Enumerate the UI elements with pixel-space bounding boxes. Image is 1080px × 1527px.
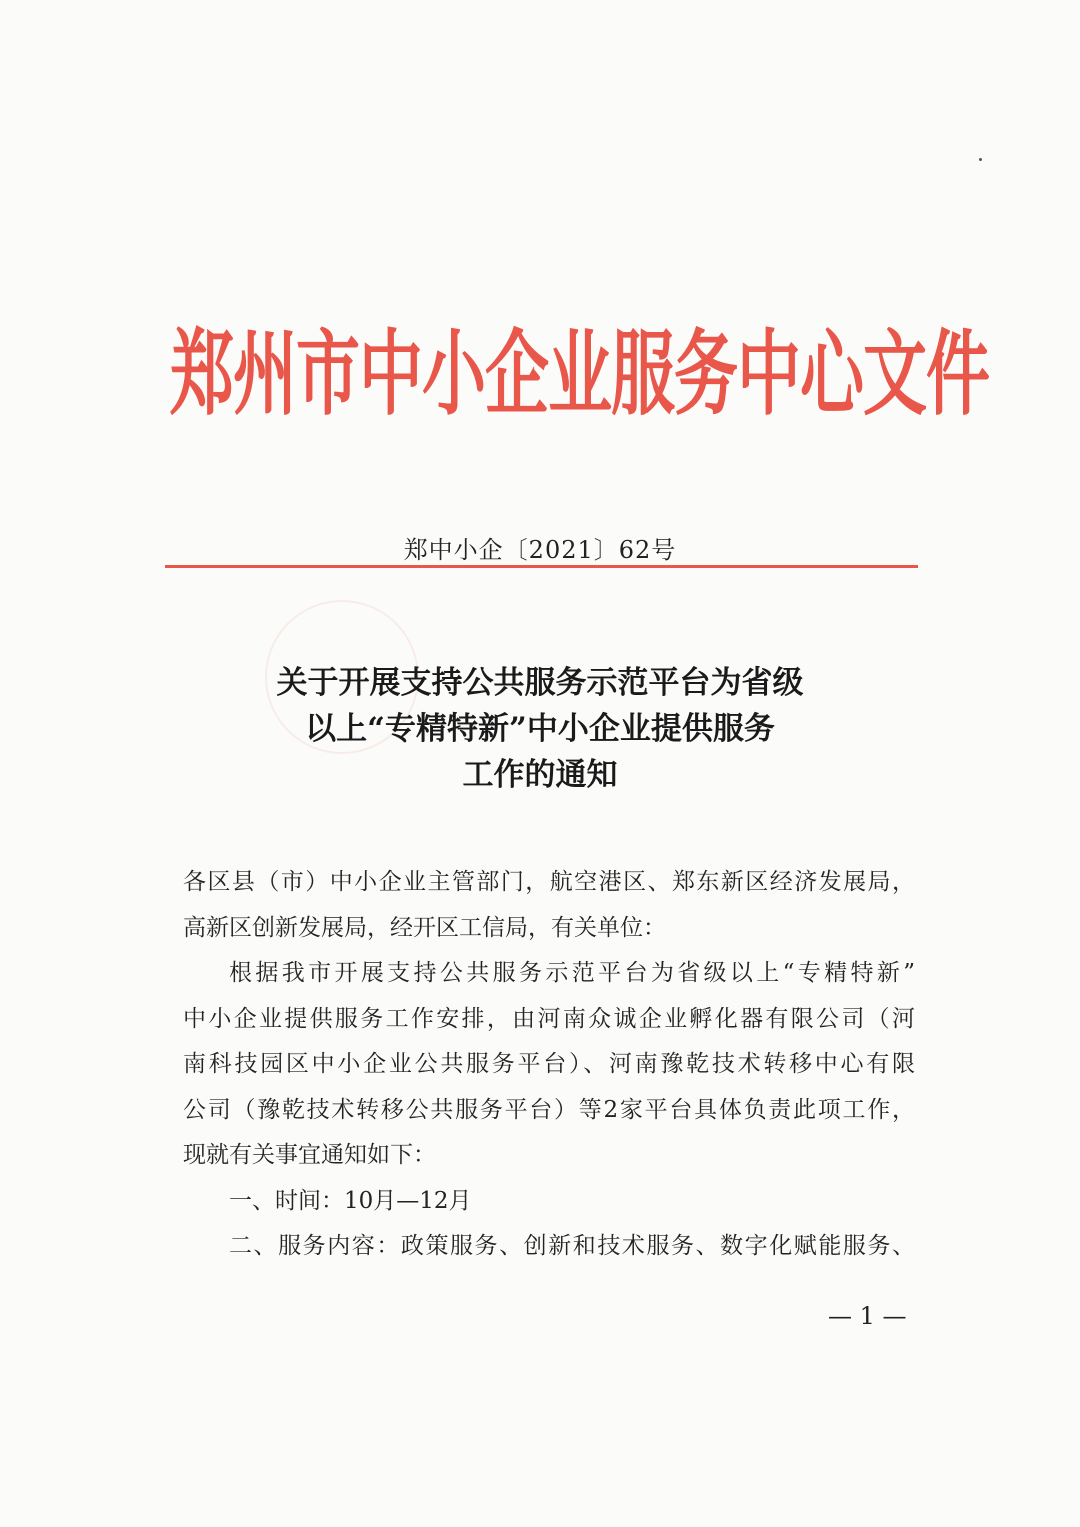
paragraph-line: 南科技园区中小企业公共服务平台）、河南豫乾技术转移中心有限 (183, 1051, 915, 1077)
red-divider-line (165, 565, 918, 568)
document-title (0, 660, 1080, 798)
paragraph-line: 公司（豫乾技术转移公共服务平台）等2家平台具体负责此项工作， (183, 1096, 915, 1123)
paragraph-line: 中小企业提供服务工作安排，由河南众诚企业孵化器有限公司（河 (183, 1005, 915, 1032)
scan-speck (979, 158, 982, 161)
document-body (183, 860, 915, 1270)
title-line-1: 关于开展支持公共服务示范平台为省级 (276, 665, 804, 701)
paragraph-line: 根据我市开展支持公共服务示范平台为省级以上“专精特新” (229, 960, 915, 986)
title-line-3: 工作的通知 (462, 757, 618, 793)
time-item: 一、时间：10月—12月 (229, 1187, 472, 1214)
service-content-item: 二、服务内容：政策服务、创新和技术服务、数字化赋能服务、 (229, 1233, 915, 1259)
title-line-2: 以上“专精特新”中小企业提供服务 (305, 711, 775, 747)
document-number: 郑中小企〔2021〕62号 (403, 536, 677, 564)
recipients-line-2: 高新区创新发展局，经开区工信局，有关单位： (183, 914, 666, 941)
issuing-organization-title: 郑州市中小企业服务中心文件 (170, 320, 989, 430)
recipients-line-1: 各区县（市）中小企业主管部门，航空港区、郑东新区经济发展局， (183, 869, 915, 895)
page-number: — 1 — (828, 1302, 907, 1330)
paragraph-line: 现就有关事宜通知如下： (183, 1142, 436, 1168)
